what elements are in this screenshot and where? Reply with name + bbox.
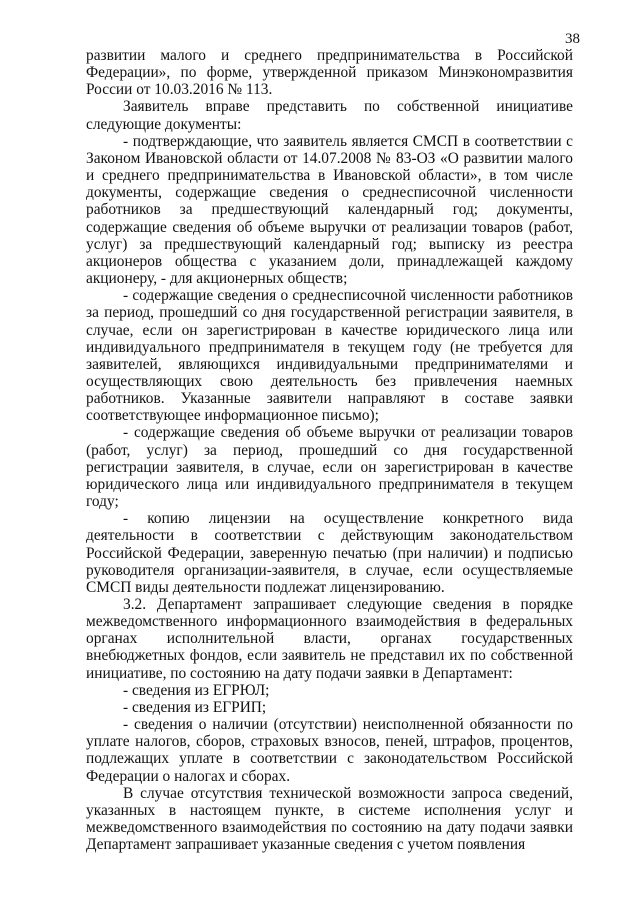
paragraph-section-3-2: 3.2. Департамент запрашивает следующие сведения в порядке межведомственного информационного взаимодействия в федеральных органах исполнительной власти, органах государственных внебюджетных фондов, если заявитель не представил их по собственной инициативе, по состоянию на дату подачи заявки в Департамент: — [86, 596, 573, 682]
page-number: 38 — [565, 31, 580, 47]
list-item-tax-obligations: - сведения о наличии (отсутствии) неисполненной обязанности по уплате налогов, сборов, страховых взносов, пеней, штрафов, процентов, подлежащих уплате в соответствии с законодательством Российской Федерации о налогах и сборах. — [86, 716, 573, 785]
list-item-egrul: - сведения из ЕГРЮЛ; — [123, 681, 270, 699]
document-body — [86, 47, 573, 853]
paragraph-continuation: развитии малого и среднего предпринимательства в Российской Федерации», по форме, утвержденной приказом Минэкономразвития России от 10.03.2016 № 113. — [86, 47, 573, 99]
paragraph-technical-impossibility: В случае отсутствия технической возможности запроса сведений, указанных в настоящем пункте, в системе исполнения услуг и межведомственного взаимодействия по состоянию на дату подачи заявки Департамент запрашивает указанные сведения с учетом появления — [86, 784, 573, 854]
list-item-egrip: - сведения из ЕГРИП; — [123, 698, 267, 716]
list-item-employee-count: - содержащие сведения о среднесписочной численности работников за период, прошедший со дня государственной регистрации заявителя, в случае, если он зарегистрирован в качестве юридического лица или индивидуального предпринимателя в текущем году (не требуется для заявителей, являющихся индивидуальными предпринимателями и осуществляющих свою деятельность без привлечения наемных работников. Указанные заявители направляют в составе заявки соответствующее информационное письмо); — [86, 287, 573, 425]
list-item-license-copy: - копию лицензии на осуществление конкретного вида деятельности в соответствии с действующим законодательством Российской Федерации, заверенную печатью (при наличии) и подписью руководителя организации-заявителя, в случае, если осуществляемые СМСП виды деятельности подлежат лицензированию. — [86, 510, 573, 596]
list-item-smsp-confirmation: - подтверждающие, что заявитель является СМСП в соответствии с Законом Ивановской области от 14.07.2008 № 83-ОЗ «О развитии малого и среднего предпринимательства в Ивановской области», в том числе документы, содержащие сведения о среднесписочной численности работников за предшествующий календарный год; документы, содержащие сведения об объеме выручки от реализации товаров (работ, услуг) за предшествующий календарный год; выписку из реестра акционеров общества с указанием доли, принадлежащей каждому акционеру, - для акционерных обществ; — [86, 132, 573, 288]
paragraph-applicant-right: Заявитель вправе представить по собственной инициативе следующие документы: — [86, 98, 573, 133]
list-item-revenue: - содержащие сведения об объеме выручки от реализации товаров (работ, услуг) за период, прошедший со дня государственной регистрации заявителя, в случае, если он зарегистрирован в качестве юридического лица или индивидуального предпринимателя в текущем году; — [86, 424, 573, 511]
